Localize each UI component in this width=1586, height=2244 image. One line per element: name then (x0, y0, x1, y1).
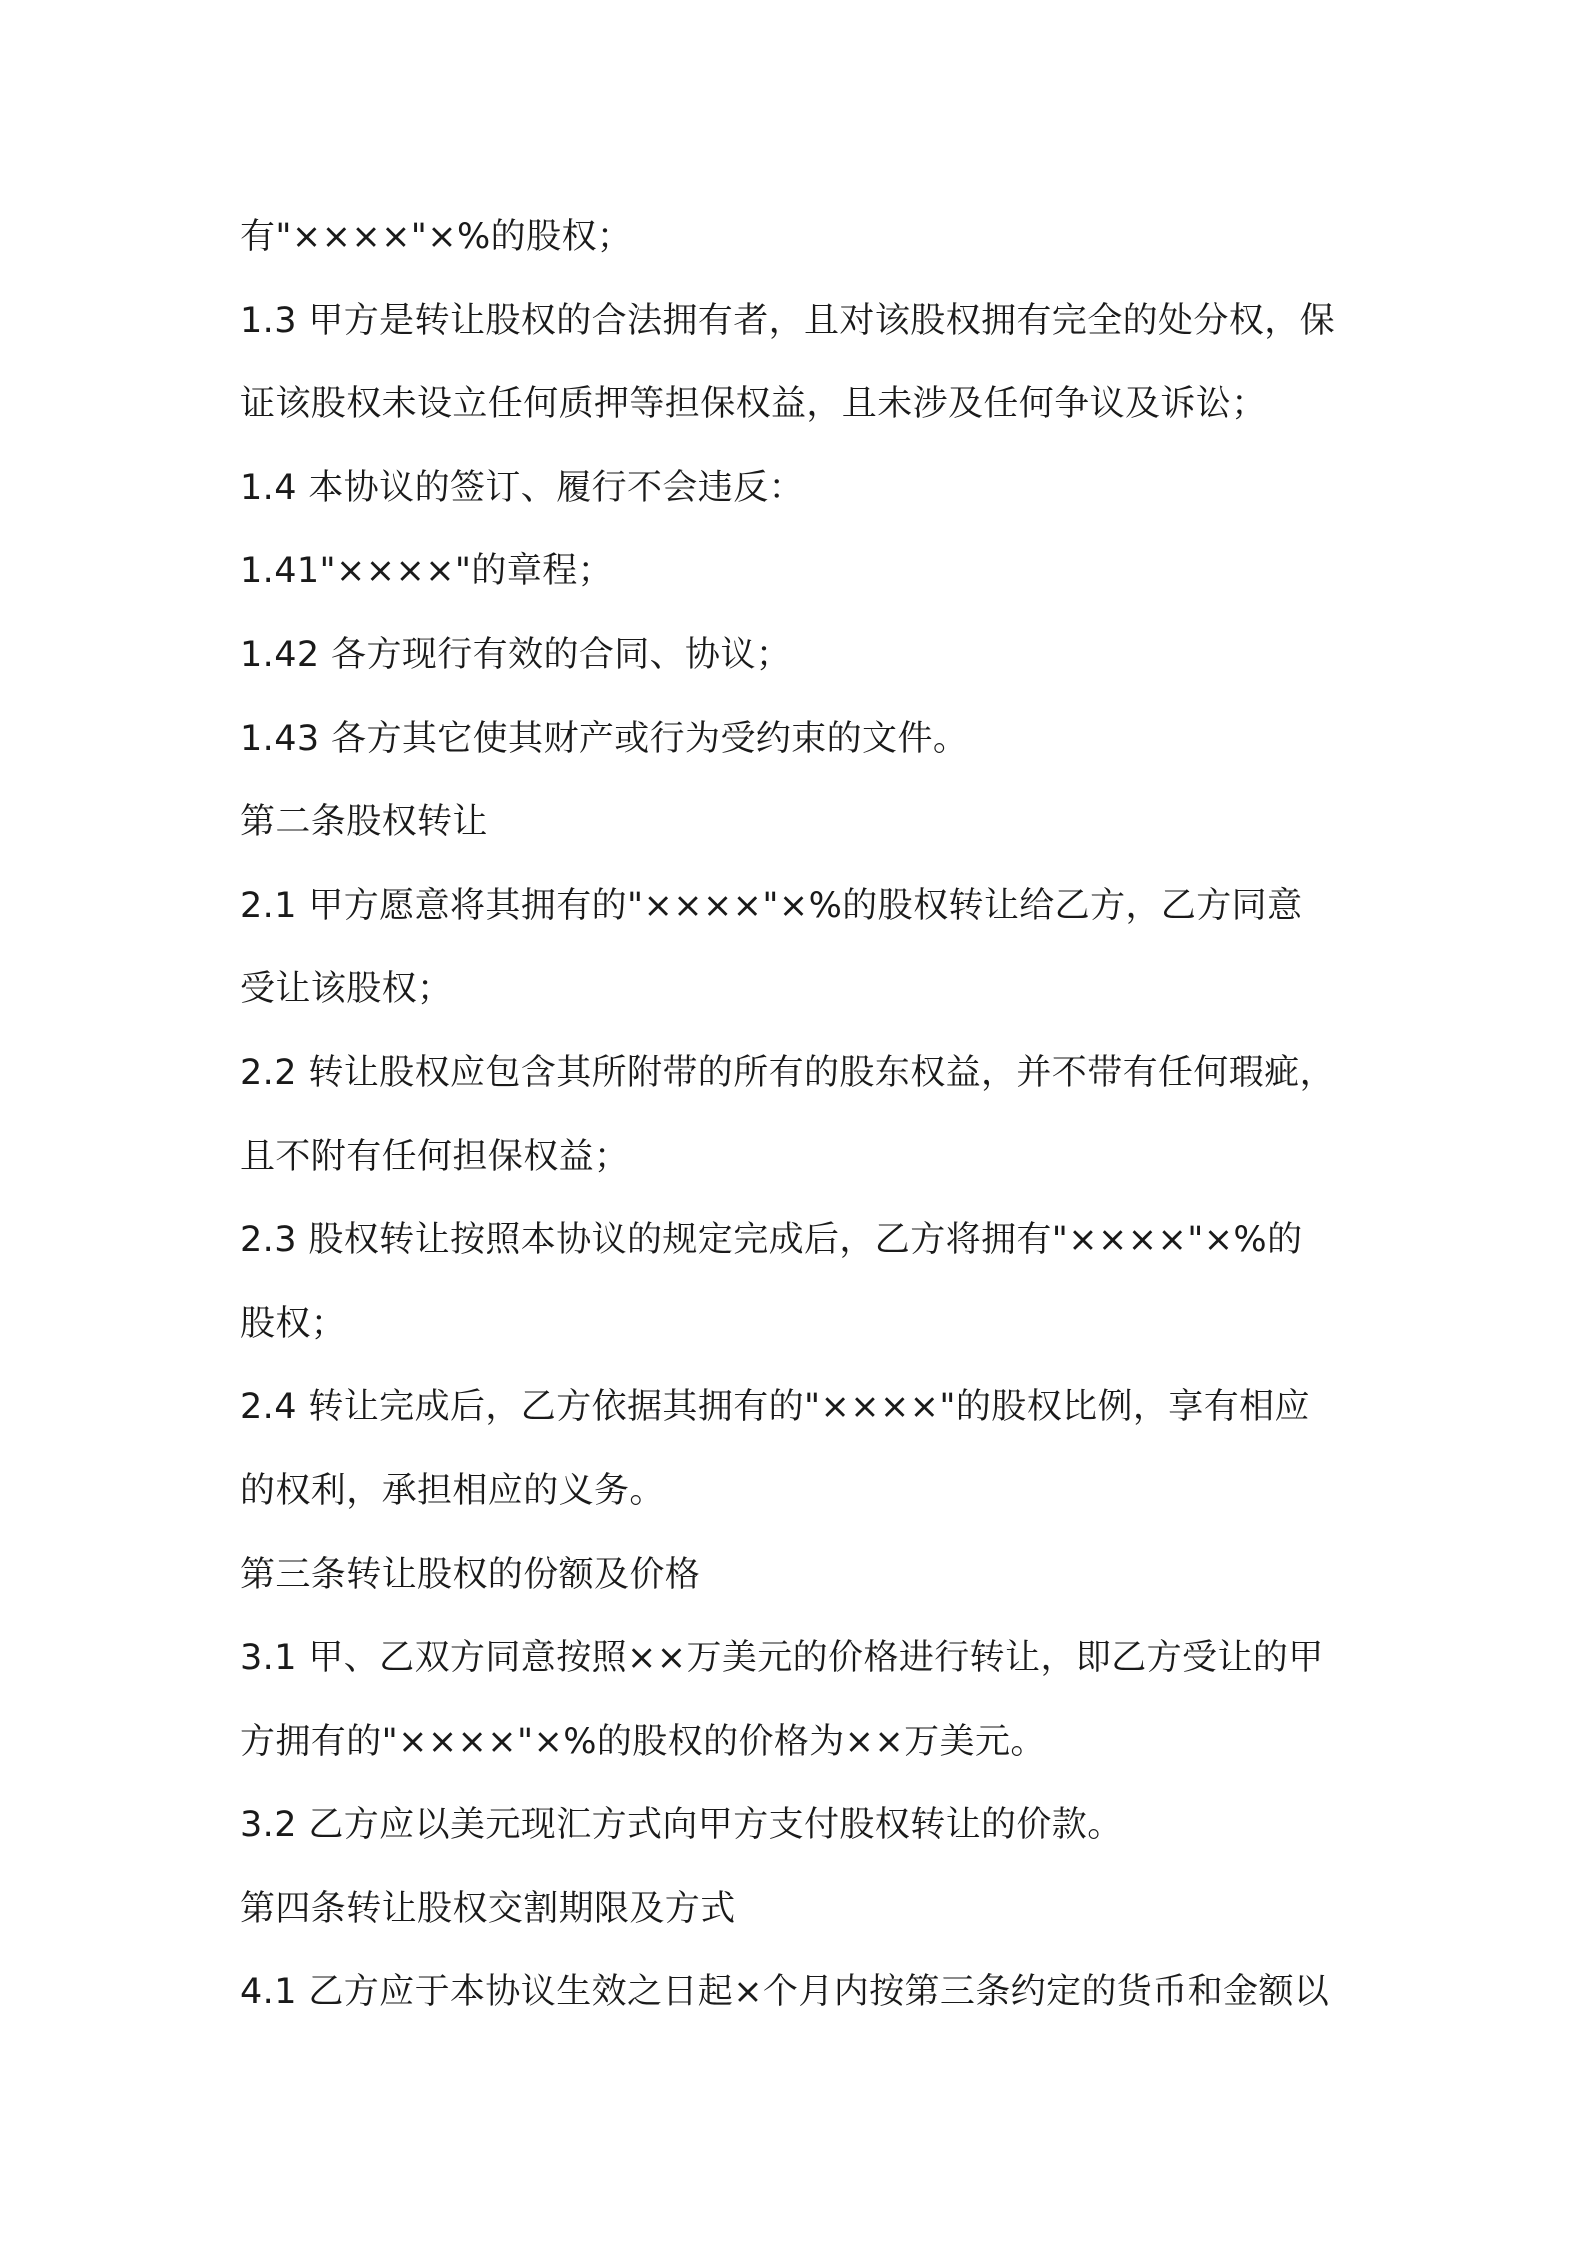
text-line: 证该股权未设立任何质押等担保权益，且未涉及任何争议及诉讼； (240, 384, 1267, 425)
text-line: 的权利，承担相应的义务。 (240, 1470, 665, 1511)
text-line: 方拥有的"××××"×%的股权的价格为××万美元。 (240, 1721, 1046, 1762)
text-line: 3.1 甲、乙双方同意按照××万美元的价格进行转让，即乙方受让的甲 (240, 1638, 1324, 1679)
text-line: 3.2 乙方应以美元现汇方式向甲方支付股权转让的价款。 (240, 1805, 1123, 1846)
text-line: 2.1 甲方愿意将其拥有的"××××"×%的股权转让给乙方，乙方同意 (240, 885, 1303, 926)
text-line: 2.3 股权转让按照本协议的规定完成后，乙方将拥有"××××"×%的 (240, 1220, 1303, 1261)
text-line: 受让该股权； (240, 969, 453, 1010)
text-line: 1.43 各方其它使其财产或行为受约束的文件。 (240, 718, 969, 759)
section-heading: 第三条转让股权的份额及价格 (240, 1554, 701, 1595)
document-body (240, 196, 1400, 2035)
text-line: 有"××××"×%的股权； (240, 217, 633, 257)
section-heading: 第二条股权转让 (240, 802, 488, 843)
text-line: 2.2 转让股权应包含其所附带的所有的股东权益，并不带有任何瑕疵， (240, 1052, 1335, 1093)
text-line: 4.1 乙方应于本协议生效之日起×个月内按第三条约定的货币和金额以 (240, 1972, 1330, 2013)
text-line: 2.4 转让完成后，乙方依据其拥有的"××××"的股权比例，享有相应 (240, 1387, 1310, 1428)
text-line: 1.41"××××"的章程； (240, 551, 614, 592)
text-line: 且不附有任何担保权益； (240, 1136, 630, 1177)
text-line: 1.3 甲方是转让股权的合法拥有者，且对该股权拥有完全的处分权，保 (240, 300, 1335, 341)
text-line: 1.42 各方现行有效的合同、协议； (240, 634, 792, 675)
text-line: 1.4 本协议的签订、履行不会违反： (240, 467, 804, 508)
text-line: 股权； (240, 1303, 347, 1344)
section-heading: 第四条转让股权交割期限及方式 (240, 1888, 736, 1929)
